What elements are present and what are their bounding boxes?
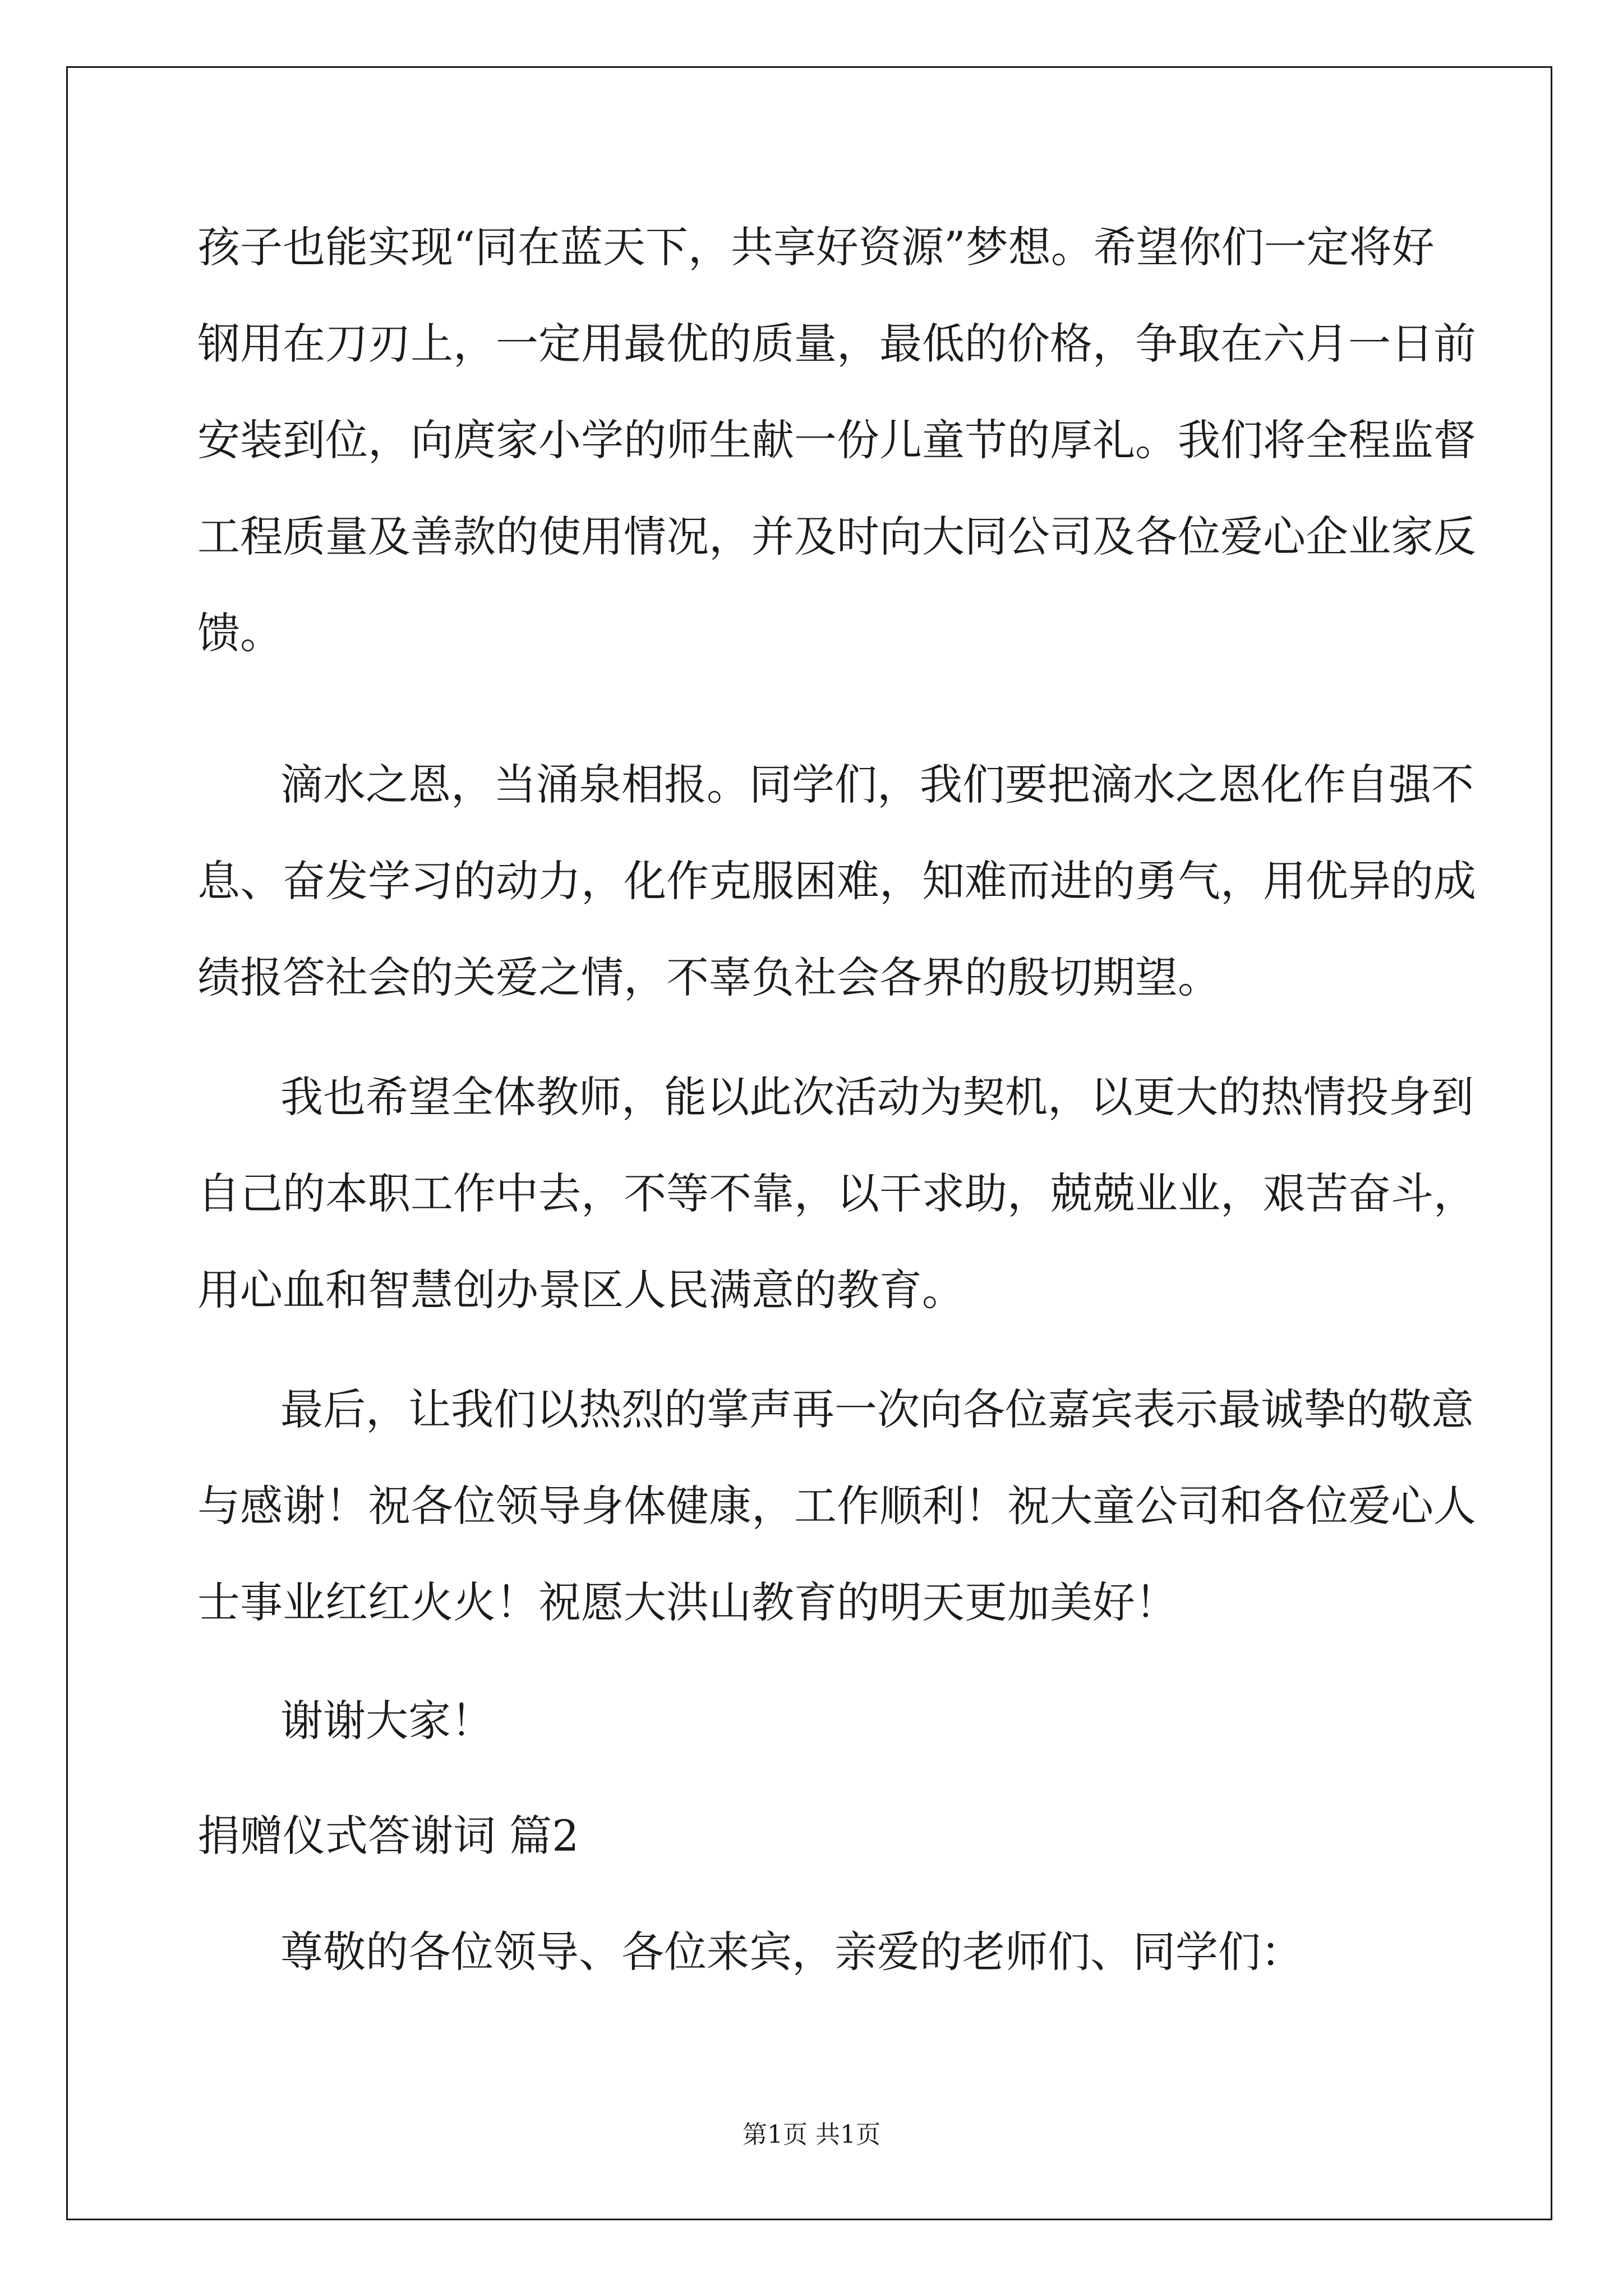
section-heading: 捐赠仪式答谢词 篇2 (197, 1811, 579, 1861)
text-line: 自己的本职工作中去，不等不靠，以干求助，兢兢业业，艰苦奋斗， (197, 1168, 1476, 1218)
page-border (66, 66, 1552, 2220)
text-line: 谢谢大家！ (280, 1696, 494, 1746)
text-line: 息、奋发学习的动力，化作克服困难，知难而进的勇气，用优异的成 (197, 856, 1476, 906)
text-line: 馈。 (197, 608, 283, 658)
text-line: 钢用在刀刃上，一定用最优的质量，最低的价格，争取在六月一日前 (197, 319, 1476, 369)
text-line: 滴水之恩，当涌泉相报。同学们，我们要把滴水之恩化作自强不 (280, 760, 1474, 809)
text-line: 安装到位，向庹家小学的师生献一份儿童节的厚礼。我们将全程监督 (197, 415, 1476, 465)
text-line: 尊敬的各位领导、各位来宾，亲爱的老师们、同学们： (280, 1927, 1303, 1977)
text-line: 我也希望全体教师，能以此次活动为契机，以更大的热情投身到 (280, 1072, 1474, 1122)
text-line: 孩子也能实现“同在蓝天下，共享好资源”梦想。希望你们一定将好 (197, 222, 1435, 272)
text-line: 绩报答社会的关爱之情，不辜负社会各界的殷切期望。 (197, 953, 1220, 1002)
text-line: 与感谢！祝各位领导身体健康，工作顺利！祝大童公司和各位爱心人 (197, 1481, 1476, 1531)
text-line: 用心血和智慧创办景区人民满意的教育。 (197, 1265, 965, 1315)
text-line: 士事业红红火火！祝愿大洪山教育的明天更加美好！ (197, 1577, 1178, 1627)
text-line: 最后，让我们以热烈的掌声再一次向各位嘉宾表示最诚挚的敬意 (280, 1384, 1474, 1434)
page-footer: 第1页 共1页 (743, 2120, 880, 2149)
text-line: 工程质量及善款的使用情况，并及时向大同公司及各位爱心企业家反 (197, 512, 1476, 562)
